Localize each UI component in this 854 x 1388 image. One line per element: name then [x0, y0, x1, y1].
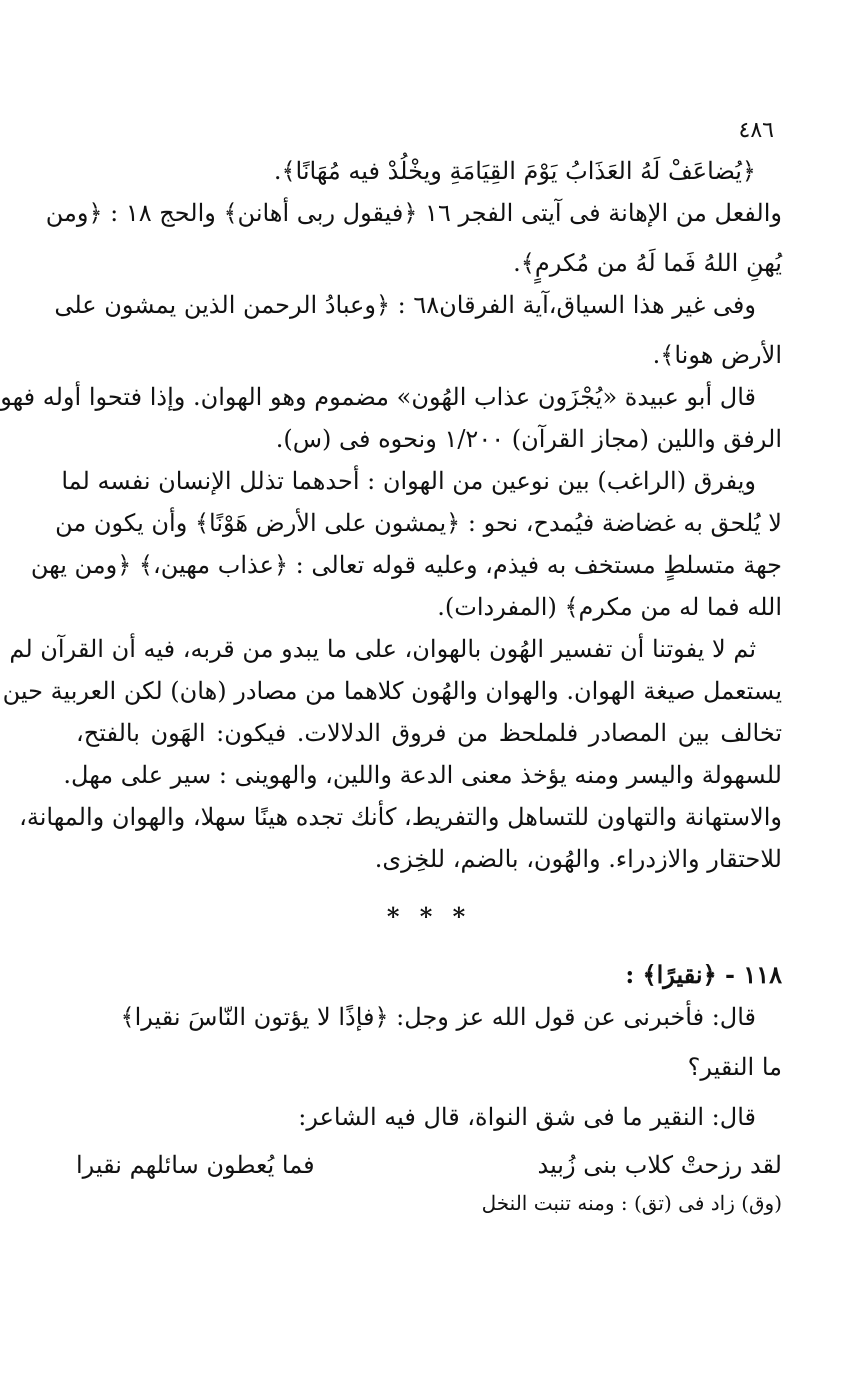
- text-line-16: والاستهانة والتهاون للتساهل والتفريط، كأنك تجده هينًا سهلا، والهوان والمهانة،: [19, 803, 782, 831]
- text-line-3: يُهنِ اللهُ فَما لَهُ من مُكرمٍ﴾.: [513, 249, 782, 277]
- text-line-6: قال أبو عبيدة «يُجْزَون عذاب الهُون» مضموم وهو الهوان. وإذا فتحوا أوله فهو: [0, 383, 756, 411]
- text-line-7: الرفق واللين (مجاز القرآن) ١/٢٠٠ ونحوه فى (س).: [275, 425, 782, 453]
- text-line-15: للسهولة واليسر ومنه يؤخذ معنى الدعة واللين، والهوينى : سير على مهل.: [63, 761, 782, 789]
- text-line-12: ثم لا يفوتنا أن تفسير الهُون بالهوان، على ما يبدو من قربه، فيه أن القرآن لم: [9, 635, 756, 663]
- text-line-8: ويفرق (الراغب) بين نوعين من الهوان : أحدهما تذلل الإنسان نفسه لما: [61, 467, 756, 495]
- text-line-14: تخالف بين المصادر فلملحظ من فروق الدلالات. فيكون: الهَون بالفتح،: [76, 719, 782, 747]
- entry-question-line-2: ما النقير؟: [687, 1053, 782, 1081]
- text-line-4: وفى غير هذا السياق،آية الفرقان٦٨ : ﴿وعبادُ الرحمن الذين يمشون على: [54, 291, 756, 319]
- section-separator: * * *: [386, 902, 472, 931]
- text-line-11: الله فما له من مكرم﴾ (المفردات).: [437, 593, 782, 621]
- text-line-2: والفعل من الإهانة فى آيتى الفجر ١٦ ﴿فيقول ربى أهانن﴾ والحج ١٨ : ﴿ومن: [45, 199, 782, 227]
- text-line-9: لا يُلحق به غضاضة فيُمدح، نحو : ﴿يمشون على الأرض هَوْنًا﴾ وأن يكون من: [55, 509, 782, 537]
- text-line-13: يستعمل صيغة الهوان. والهوان والهُون كلاهما من مصادر (هان) لكن العربية حين: [2, 677, 782, 705]
- body-text: [0, 150, 782, 1218]
- poetry-verse: [76, 1144, 782, 1186]
- page-number: ٤٨٦: [738, 118, 774, 143]
- entry-heading: ١١٨ - ﴿نقيرًا﴾ :: [625, 960, 782, 989]
- text-line-1: ﴿يُضاعَفْ لَهُ العَذَابُ يَوْمَ القِيَامَةِ ويخْلُدْ فيه مُهَانًا﴾.: [273, 157, 756, 185]
- verse-second-hemistich: فما يُعطون سائلهم نقيرا: [76, 1151, 315, 1179]
- footnote: (وق) زاد فى (تق) : ومنه تنبت النخل: [481, 1191, 782, 1215]
- text-line-17: للاحتقار والازدراء. والهُون، بالضم، للخِزى.: [374, 845, 782, 873]
- entry-answer-line: قال: النقير ما فى شق النواة، قال فيه الشاعر:: [298, 1103, 756, 1131]
- verse-first-hemistich: لقد رزحتْ كلاب بنى زُبيد: [537, 1151, 782, 1179]
- text-line-10: جهة متسلطٍ مستخف به فيذم، وعليه قوله تعالى : ﴿عذاب مهين،﴾ ﴿ومن يهن: [30, 551, 782, 579]
- entry-question-line-1: قال: فأخبرنى عن قول الله عز وجل: ﴿فإذًا لا يؤتون النّاسَ نقيرا﴾: [120, 1003, 756, 1031]
- text-line-5: الأرض هونا﴾.: [652, 341, 782, 369]
